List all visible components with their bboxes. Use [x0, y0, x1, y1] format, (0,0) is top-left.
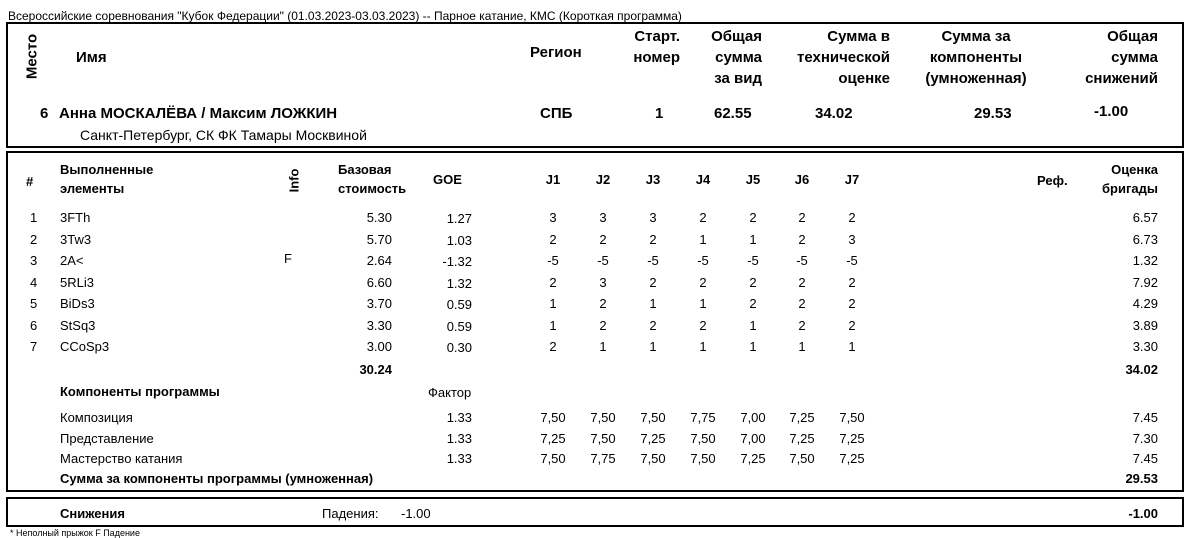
deductions-label: Снижения	[60, 506, 125, 521]
deductions-header: Общая сумма снижений	[1085, 28, 1158, 87]
element-panel-score: 3.89	[1132, 317, 1158, 333]
footnote: * Неполный прыжок F Падение	[10, 528, 140, 538]
skater-total: 62.55	[714, 105, 752, 122]
deductions-box	[6, 497, 1184, 527]
element-number: 4	[30, 274, 38, 290]
goe-header: GOE	[433, 172, 462, 187]
component-score: 7.45	[1132, 410, 1158, 425]
component-judge-mark: 7,75	[690, 410, 716, 425]
falls-label: Падения:	[322, 506, 379, 521]
judge-mark: 1	[549, 317, 557, 333]
component-judge-mark: 7,50	[789, 451, 815, 466]
judge-mark: 1	[699, 339, 707, 354]
element-goe: 1.03	[446, 232, 472, 248]
pcs-header: Сумма за компоненты (умноженная)	[925, 28, 1027, 87]
base-value-header: Базовая стоимость	[338, 162, 407, 196]
num-header: #	[26, 174, 34, 189]
judge-header: J2	[595, 172, 611, 187]
element-code: 3Tw3	[60, 231, 92, 247]
judge-mark: 2	[848, 296, 856, 311]
component-judge-mark: 7,50	[690, 430, 716, 446]
judge-mark: 2	[599, 317, 607, 333]
component-name: Мастерство катания	[60, 451, 183, 466]
element-code: 3FTh	[60, 210, 91, 225]
judge-mark: 2	[798, 296, 806, 311]
judge-header: J3	[645, 172, 661, 187]
judge-mark: 2	[549, 274, 557, 290]
total-header: Общая сумма за вид	[711, 28, 762, 87]
element-goe: 0.59	[446, 318, 472, 334]
judge-mark: 2	[699, 317, 707, 333]
element-goe: 0.59	[446, 297, 472, 312]
element-number: 3	[30, 253, 38, 268]
judge-mark: 3	[848, 231, 856, 247]
component-factor: 1.33	[446, 451, 472, 466]
component-score: 7.45	[1132, 451, 1158, 466]
factor-header: Фактор	[428, 385, 472, 400]
judge-mark: -5	[747, 253, 759, 268]
judge-mark: 2	[699, 274, 707, 290]
event-title: Всероссийские соревнования "Кубок Федерации" (01.03.2023-03.03.2023) -- Парное катание, КМС (Короткая программа)	[8, 9, 682, 23]
start-header: Старт. номер	[633, 28, 680, 66]
judge-mark: 1	[699, 231, 707, 247]
element-info: F	[284, 251, 292, 266]
judge-mark: 2	[798, 274, 806, 290]
judge-mark: 1	[749, 231, 757, 247]
component-judge-mark: 7,25	[540, 430, 566, 446]
place-header: Место	[23, 33, 41, 80]
panel-score-header: Оценка бригады	[1102, 162, 1158, 196]
element-goe: 1.27	[446, 211, 472, 226]
skater-tes: 34.02	[815, 105, 853, 122]
component-factor: 1.33	[446, 430, 472, 446]
tes-header: Сумма в технической оценке	[796, 28, 890, 87]
component-factor: 1.33	[446, 410, 472, 425]
judge-mark: 1	[848, 339, 856, 354]
element-code: 2A<	[60, 253, 84, 268]
element-goe: 0.30	[446, 340, 472, 355]
element-number: 5	[30, 296, 38, 311]
components-total: 29.53	[1125, 471, 1158, 486]
region-header: Регион	[530, 44, 582, 61]
skater-place: 6	[40, 105, 49, 122]
judge-mark: 2	[848, 317, 856, 333]
element-panel-score: 6.57	[1132, 210, 1158, 225]
component-judge-mark: 7,50	[540, 451, 566, 466]
element-code: StSq3	[60, 317, 96, 333]
element-code: BiDs3	[60, 296, 95, 311]
component-judge-mark: 7,25	[740, 451, 766, 466]
judge-mark: 2	[848, 274, 856, 290]
component-name: Композиция	[60, 410, 133, 425]
judge-mark: 1	[749, 339, 757, 354]
skater-start: 1	[655, 105, 664, 122]
skater-region: СПБ	[540, 105, 573, 122]
judge-mark: 1	[798, 339, 806, 354]
judge-mark: 2	[599, 231, 607, 247]
judge-mark: -5	[796, 253, 808, 268]
component-judge-mark: 7,50	[640, 410, 666, 425]
judge-mark: 1	[649, 296, 657, 311]
judge-mark: 2	[749, 210, 757, 225]
judge-mark: 3	[549, 210, 557, 225]
element-number: 6	[30, 317, 38, 333]
judge-mark: -5	[697, 253, 709, 268]
component-judge-mark: 7,25	[839, 451, 865, 466]
judge-mark: -5	[597, 253, 609, 268]
element-code: CCoSp3	[60, 339, 110, 354]
judge-mark: 2	[649, 231, 657, 247]
component-name: Представление	[60, 430, 154, 446]
element-number: 7	[30, 339, 38, 354]
judge-mark: 2	[549, 231, 557, 247]
component-judge-mark: 7,50	[590, 410, 616, 425]
components-total-label: Сумма за компоненты программы (умноженная)	[60, 471, 374, 486]
tes-total: 34.02	[1125, 362, 1158, 377]
element-base-value: 5.70	[366, 231, 392, 247]
component-judge-mark: 7,50	[839, 410, 865, 425]
judge-mark: -5	[547, 253, 559, 268]
component-judge-mark: 7,25	[839, 430, 865, 446]
judge-mark: 1	[549, 296, 557, 311]
element-base-value: 3.00	[366, 339, 392, 354]
element-panel-score: 4.29	[1132, 296, 1158, 311]
component-judge-mark: 7,00	[740, 410, 766, 425]
elements-header: Выполненные элементы	[60, 162, 154, 196]
judge-mark: 2	[798, 210, 806, 225]
judge-mark: 3	[599, 274, 607, 290]
component-judge-mark: 7,25	[789, 430, 815, 446]
component-judge-mark: 7,00	[740, 430, 766, 446]
component-judge-mark: 7,50	[540, 410, 566, 425]
judge-mark: 2	[549, 339, 557, 354]
skater-pcs: 29.53	[974, 105, 1012, 122]
judge-mark: 2	[649, 317, 657, 333]
judge-mark: 3	[649, 210, 657, 225]
skater-name: Анна МОСКАЛЁВА / Максим ЛОЖКИН	[59, 105, 338, 122]
judge-mark: 3	[599, 210, 607, 225]
judge-mark: 2	[798, 317, 806, 333]
component-judge-mark: 7,75	[590, 451, 616, 466]
judge-mark: 2	[699, 210, 707, 225]
info-header: Info	[286, 168, 302, 193]
element-panel-score: 3.30	[1132, 339, 1158, 354]
element-base-value: 5.30	[366, 210, 392, 225]
element-panel-score: 6.73	[1132, 231, 1158, 247]
base-total: 30.24	[359, 362, 392, 377]
element-goe: -1.32	[442, 254, 472, 269]
judge-mark: 2	[798, 231, 806, 247]
deductions-total: -1.00	[1128, 506, 1158, 521]
component-judge-mark: 7,25	[789, 410, 815, 425]
element-base-value: 3.70	[366, 296, 392, 311]
judge-mark: 2	[848, 210, 856, 225]
judge-mark: -5	[647, 253, 659, 268]
element-base-value: 3.30	[366, 317, 392, 333]
judge-header: J7	[844, 172, 860, 187]
judge-mark: 2	[599, 296, 607, 311]
judge-mark: -5	[846, 253, 858, 268]
element-panel-score: 7.92	[1132, 274, 1158, 290]
falls-value: -1.00	[401, 506, 431, 521]
name-header: Имя	[76, 49, 107, 66]
element-code: 5RLi3	[60, 274, 94, 290]
skater-club: Санкт-Петербург, СК ФК Тамары Москвиной	[80, 127, 367, 143]
judge-mark: 1	[749, 317, 757, 333]
judge-header: J4	[695, 172, 711, 187]
skater-deductions: -1.00	[1094, 103, 1129, 120]
element-base-value: 2.64	[366, 253, 392, 268]
ref-header: Реф.	[1037, 173, 1068, 188]
element-base-value: 6.60	[366, 274, 392, 290]
component-score: 7.30	[1132, 430, 1158, 446]
component-judge-mark: 7,50	[640, 451, 666, 466]
judge-mark: 2	[749, 274, 757, 290]
components-header: Компоненты программы	[60, 384, 220, 399]
element-number: 2	[30, 231, 38, 247]
judge-mark: 1	[649, 339, 657, 354]
element-goe: 1.32	[446, 275, 472, 291]
component-judge-mark: 7,50	[590, 430, 616, 446]
judge-header: J1	[545, 172, 561, 187]
judge-mark: 1	[699, 296, 707, 311]
judge-mark: 2	[649, 274, 657, 290]
judge-header: J5	[745, 172, 761, 187]
judge-mark: 2	[749, 296, 757, 311]
element-number: 1	[30, 210, 38, 225]
component-judge-mark: 7,50	[690, 451, 716, 466]
element-panel-score: 1.32	[1132, 253, 1158, 268]
judge-header: J6	[794, 172, 810, 187]
judge-mark: 1	[599, 339, 607, 354]
component-judge-mark: 7,25	[640, 430, 666, 446]
